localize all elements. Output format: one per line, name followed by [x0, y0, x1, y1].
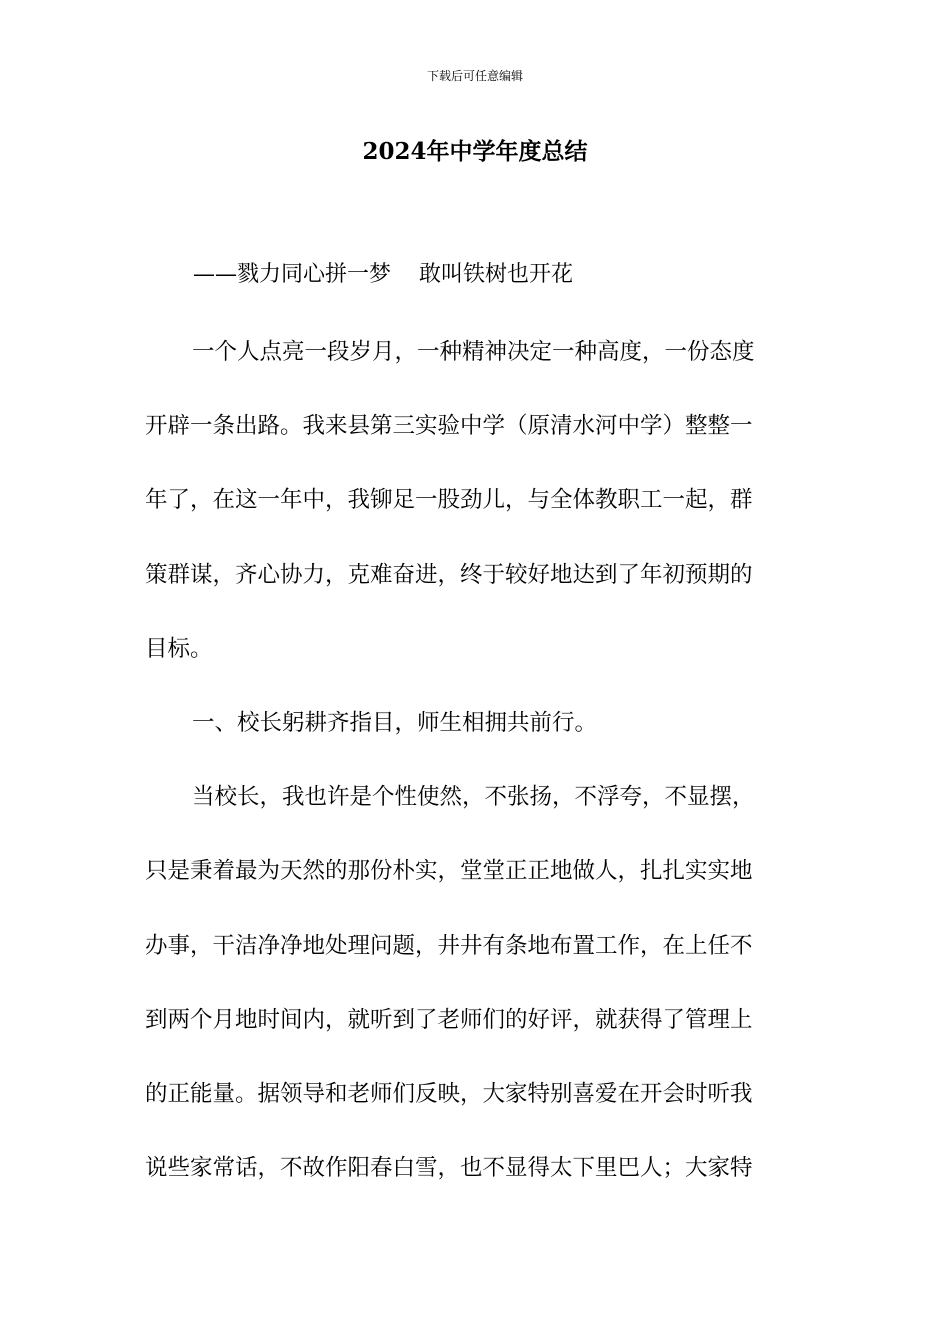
- paragraph-line: 办事，干洁净净地处理问题，井井有条地布置工作，在上任不: [145, 932, 753, 959]
- paragraph-line: 一个人点亮一段岁月，一种精神决定一种高度，一份态度: [192, 339, 755, 365]
- section-heading: 一、校长躬耕齐指目，师生相拥共前行。: [192, 709, 598, 736]
- paragraph-line: 当校长，我也许是个性使然，不张扬，不浮夸，不显摆，: [192, 784, 755, 811]
- paragraph-line: 目标。: [145, 635, 213, 662]
- paragraph-line: 策群谋，齐心协力，克难奋进，终于较好地达到了年初预期的: [145, 561, 753, 588]
- document-subtitle: ——戮力同心拼一梦 敢叫铁树也开花: [193, 262, 573, 287]
- header-note: 下载后可任意编辑: [426, 69, 523, 83]
- paragraph-line: 年了，在这一年中，我铆足一股劲儿，与全体教职工一起，群: [145, 487, 753, 514]
- document-title: 2024年中学年度总结: [362, 138, 588, 165]
- paragraph-line: 到两个月地时间内，就听到了老师们的好评，就获得了管理上: [145, 1006, 753, 1033]
- paragraph-line: 说些家常话，不故作阳春白雪，也不显得太下里巴人；大家特: [145, 1155, 753, 1182]
- document-body: [145, 315, 805, 1205]
- paragraph-line: 只是秉着最为天然的那份朴实，堂堂正正地做人，扎扎实实地: [145, 858, 753, 885]
- paragraph-line: 开辟一条出路。我来县第三实验中学（原清水河中学）整整一: [145, 413, 753, 440]
- paragraph-line: 的正能量。据领导和老师们反映，大家特别喜爱在开会时听我: [145, 1080, 753, 1107]
